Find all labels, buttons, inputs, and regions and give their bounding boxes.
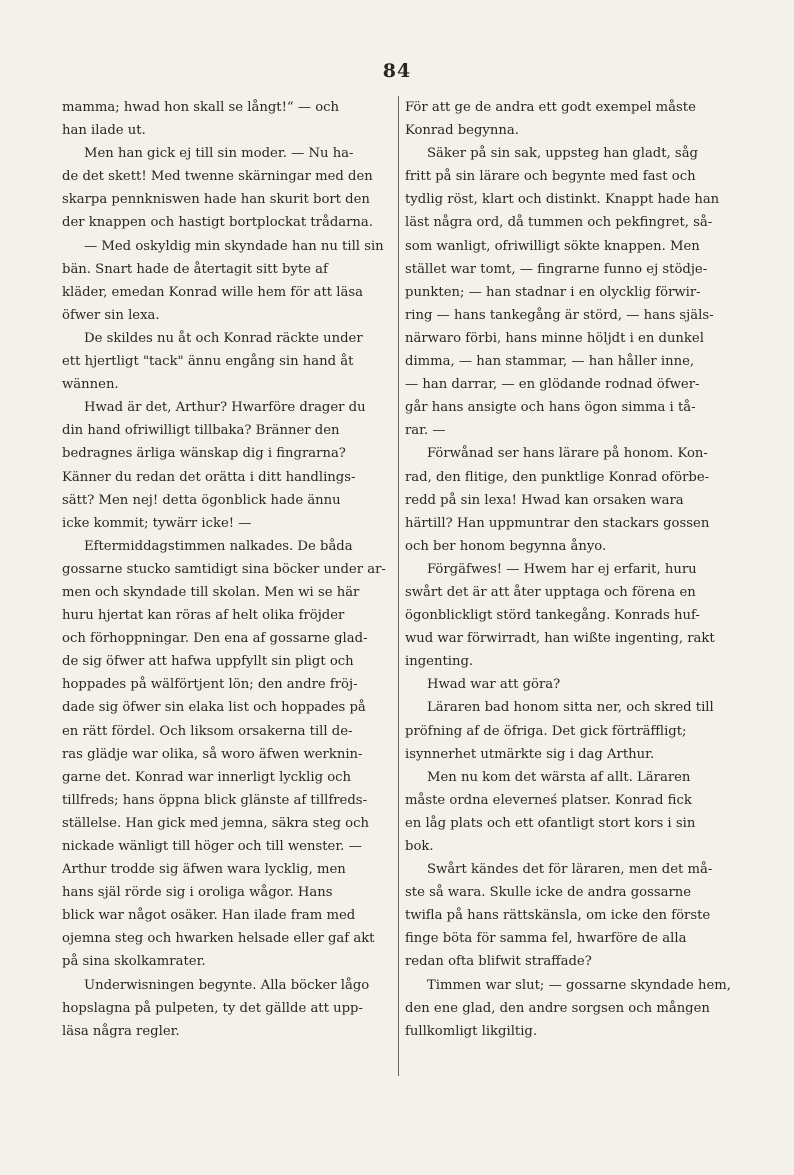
column-divider [398, 96, 399, 1076]
text-line: Förwånad ser hans lärare på honom. Kon- [427, 446, 708, 462]
text-line: han ilade ut. [62, 123, 146, 139]
text-line: ställelse. Han gick med jemna, säkra steg och [62, 815, 370, 831]
text-line: rar. — [405, 423, 446, 439]
text-line: nickade wänligt till höger och till wenster. — [62, 839, 362, 854]
text-line: som wanligt, ofriwilligt sökte knappen. Men [405, 238, 700, 254]
text-line: bedragnes ärliga wänskap dig i fingrarna? [62, 446, 346, 462]
page-number: 84 [382, 60, 412, 82]
text-line: gossarne stucko samtidigt sina böcker under ar- [62, 561, 386, 577]
text-line: mamma; hwad hon skall se långt!“ — och [62, 100, 340, 115]
text-line: Hwad är det, Arthur? Hwarföre drager du [84, 400, 366, 416]
text-line: garne det. Konrad war innerligt lycklig och [62, 769, 352, 785]
left-text-column [62, 96, 392, 1043]
text-line: men och skyndade till skolan. Men wi se här [62, 584, 360, 600]
text-line: bok. [405, 839, 434, 854]
text-line: rad, den flitige, den punktlige Konrad oförbe- [405, 469, 710, 485]
text-line: ögonblickligt störd tankegång. Konrads huf- [405, 608, 700, 624]
text-line: läsa några regler. [62, 1023, 180, 1039]
text-line: redd på sin lexa! Hwad kan orsaken wara [405, 492, 684, 508]
text-line: en rätt fördel. Och liksom orsakerna till de- [62, 723, 353, 739]
text-line: fritt på sin lärare och begynte med fast och [405, 169, 696, 185]
text-line: sätt? Men nej! detta ögonblick hade ännu [62, 492, 341, 508]
text-line: Känner du redan det orätta i ditt handlings- [62, 469, 356, 485]
text-line: Förgäfwes! — Hwem har ej erfarit, huru [427, 561, 697, 577]
text-line: stället war tomt, — fingrarne funno ej stödje- [405, 261, 708, 277]
text-line: dimma, — han stammar, — han håller inne, [405, 354, 695, 370]
text-line: en låg plats och ett ofantligt stort kors i sin [405, 815, 696, 831]
text-line: wännen. [62, 377, 119, 393]
text-line: För att ge de andra ett godt exempel måste [405, 100, 696, 115]
text-line: Arthur trodde sig äfwen wara lycklig, men [62, 862, 346, 878]
text-line: finge böta för samma fel, hwarföre de alla [405, 931, 687, 947]
text-line: och förhoppningar. Den ena af gossarne glad- [62, 631, 368, 647]
text-line: går hans ansigte och hans ögon simma i tå- [405, 400, 696, 416]
text-line: skarpa pennkniswen hade han skurit bort den [62, 192, 370, 208]
text-line: ras glädje war olika, så woro äfwen werknin- [62, 746, 363, 762]
text-line: swårt det är att åter upptaga och förena en [405, 584, 696, 600]
text-line: Säker på sin sak, uppsteg han gladt, såg [427, 146, 699, 162]
text-line: — han darrar, — en glödande rodnad öfwer- [405, 377, 700, 393]
text-line: Timmen war slut; — gossarne skyndade hem, [427, 977, 731, 993]
text-line: närwaro förbi, hans minne höljdt i en dunkel [405, 330, 704, 346]
text-line: ojemna steg och hwarken helsade eller gaf akt [62, 931, 375, 947]
text-line: ste så wara. Skulle icke de andra gossarne [405, 885, 692, 901]
text-line: måste ordna eleverneś platser. Konrad fick [405, 792, 692, 808]
text-line: huru hjertat kan röras af helt olika fröjder [62, 608, 345, 624]
text-line: öfwer sin lexa. [62, 307, 160, 323]
text-line: De skildes nu åt och Konrad räckte under [84, 330, 363, 346]
text-line: fullkomligt likgiltig. [405, 1023, 538, 1039]
text-line: Men nu kom det wärsta af allt. Läraren [427, 769, 691, 785]
text-line: de det skett! Med twenne skärningar med den [62, 169, 373, 185]
text-line: härtill? Han uppmuntrar den stackars gossen [405, 515, 710, 531]
text-line: der knappen och hastigt bortplockat trådarna. [62, 215, 373, 231]
text-line: — Med oskyldig min skyndade han nu till sin [84, 238, 384, 254]
text-line: dade sig öfwer sin elaka list och hoppades på [62, 700, 366, 716]
text-line: Hwad war att göra? [427, 677, 561, 693]
right-text-column [405, 96, 737, 1043]
text-line: icke kommit; tywärr icke! — [62, 515, 252, 531]
text-line: kläder, emedan Konrad wille hem för att läsa [62, 284, 363, 300]
text-line: på sina skolkamrater. [62, 954, 206, 970]
text-line: tydlig röst, klart och distinkt. Knappt hade han [405, 192, 720, 208]
text-line: redan ofta blifwit straffade? [405, 954, 592, 970]
text-line: ring — hans tankegång är störd, — hans själs- [405, 307, 714, 323]
text-line: Läraren bad honom sitta ner, och skred till [427, 700, 714, 716]
text-line: och ber honom begynna ånyo. [405, 538, 607, 554]
text-line: bän. Snart hade de återtagit sitt byte af [62, 261, 328, 277]
text-line: twifla på hans rättskänsla, om icke den förste [405, 908, 711, 924]
text-line: tillfreds; hans öppna blick glänste af tillfreds- [62, 792, 368, 808]
text-line: ingenting. [405, 654, 474, 670]
text-line: hopslagna på pulpeten, ty det gällde att upp- [62, 1000, 363, 1016]
text-line: de sig öfwer att hafwa uppfyllt sin pligt och [62, 654, 354, 670]
text-line: pröfning af de öfriga. Det gick förträffligt; [405, 723, 687, 739]
text-line: Men han gick ej till sin moder. — Nu ha- [84, 146, 354, 162]
text-line: läst några ord, då tummen och pekfingret, så- [405, 215, 713, 231]
text-line: Underwisningen begynte. Alla böcker lågo [84, 977, 370, 993]
text-line: Eftermiddagstimmen nalkades. De båda [84, 538, 353, 554]
text-line: ett hjertligt "tack" ännu engång sin hand åt [62, 354, 354, 370]
text-line: Konrad begynna. [405, 123, 519, 139]
text-line: blick war något osäker. Han ilade fram med [62, 908, 356, 924]
text-line: hans själ rörde sig i oroliga wågor. Hans [62, 885, 333, 901]
text-line: din hand ofriwilligt tillbaka? Bränner den [62, 423, 340, 439]
text-line: isynnerhet utmärkte sig i dag Arthur. [405, 746, 655, 762]
text-line: den ene glad, den andre sorgsen och mången [405, 1000, 710, 1016]
text-line: hoppades på wälförtjent lön; den andre fröj- [62, 677, 358, 693]
text-line: Swårt kändes det för läraren, men det må- [427, 862, 713, 878]
text-line: punkten; — han stadnar i en olycklig förwir- [405, 284, 701, 300]
text-line: wud war förwirradt, han wißte ingenting, rakt [405, 631, 715, 647]
